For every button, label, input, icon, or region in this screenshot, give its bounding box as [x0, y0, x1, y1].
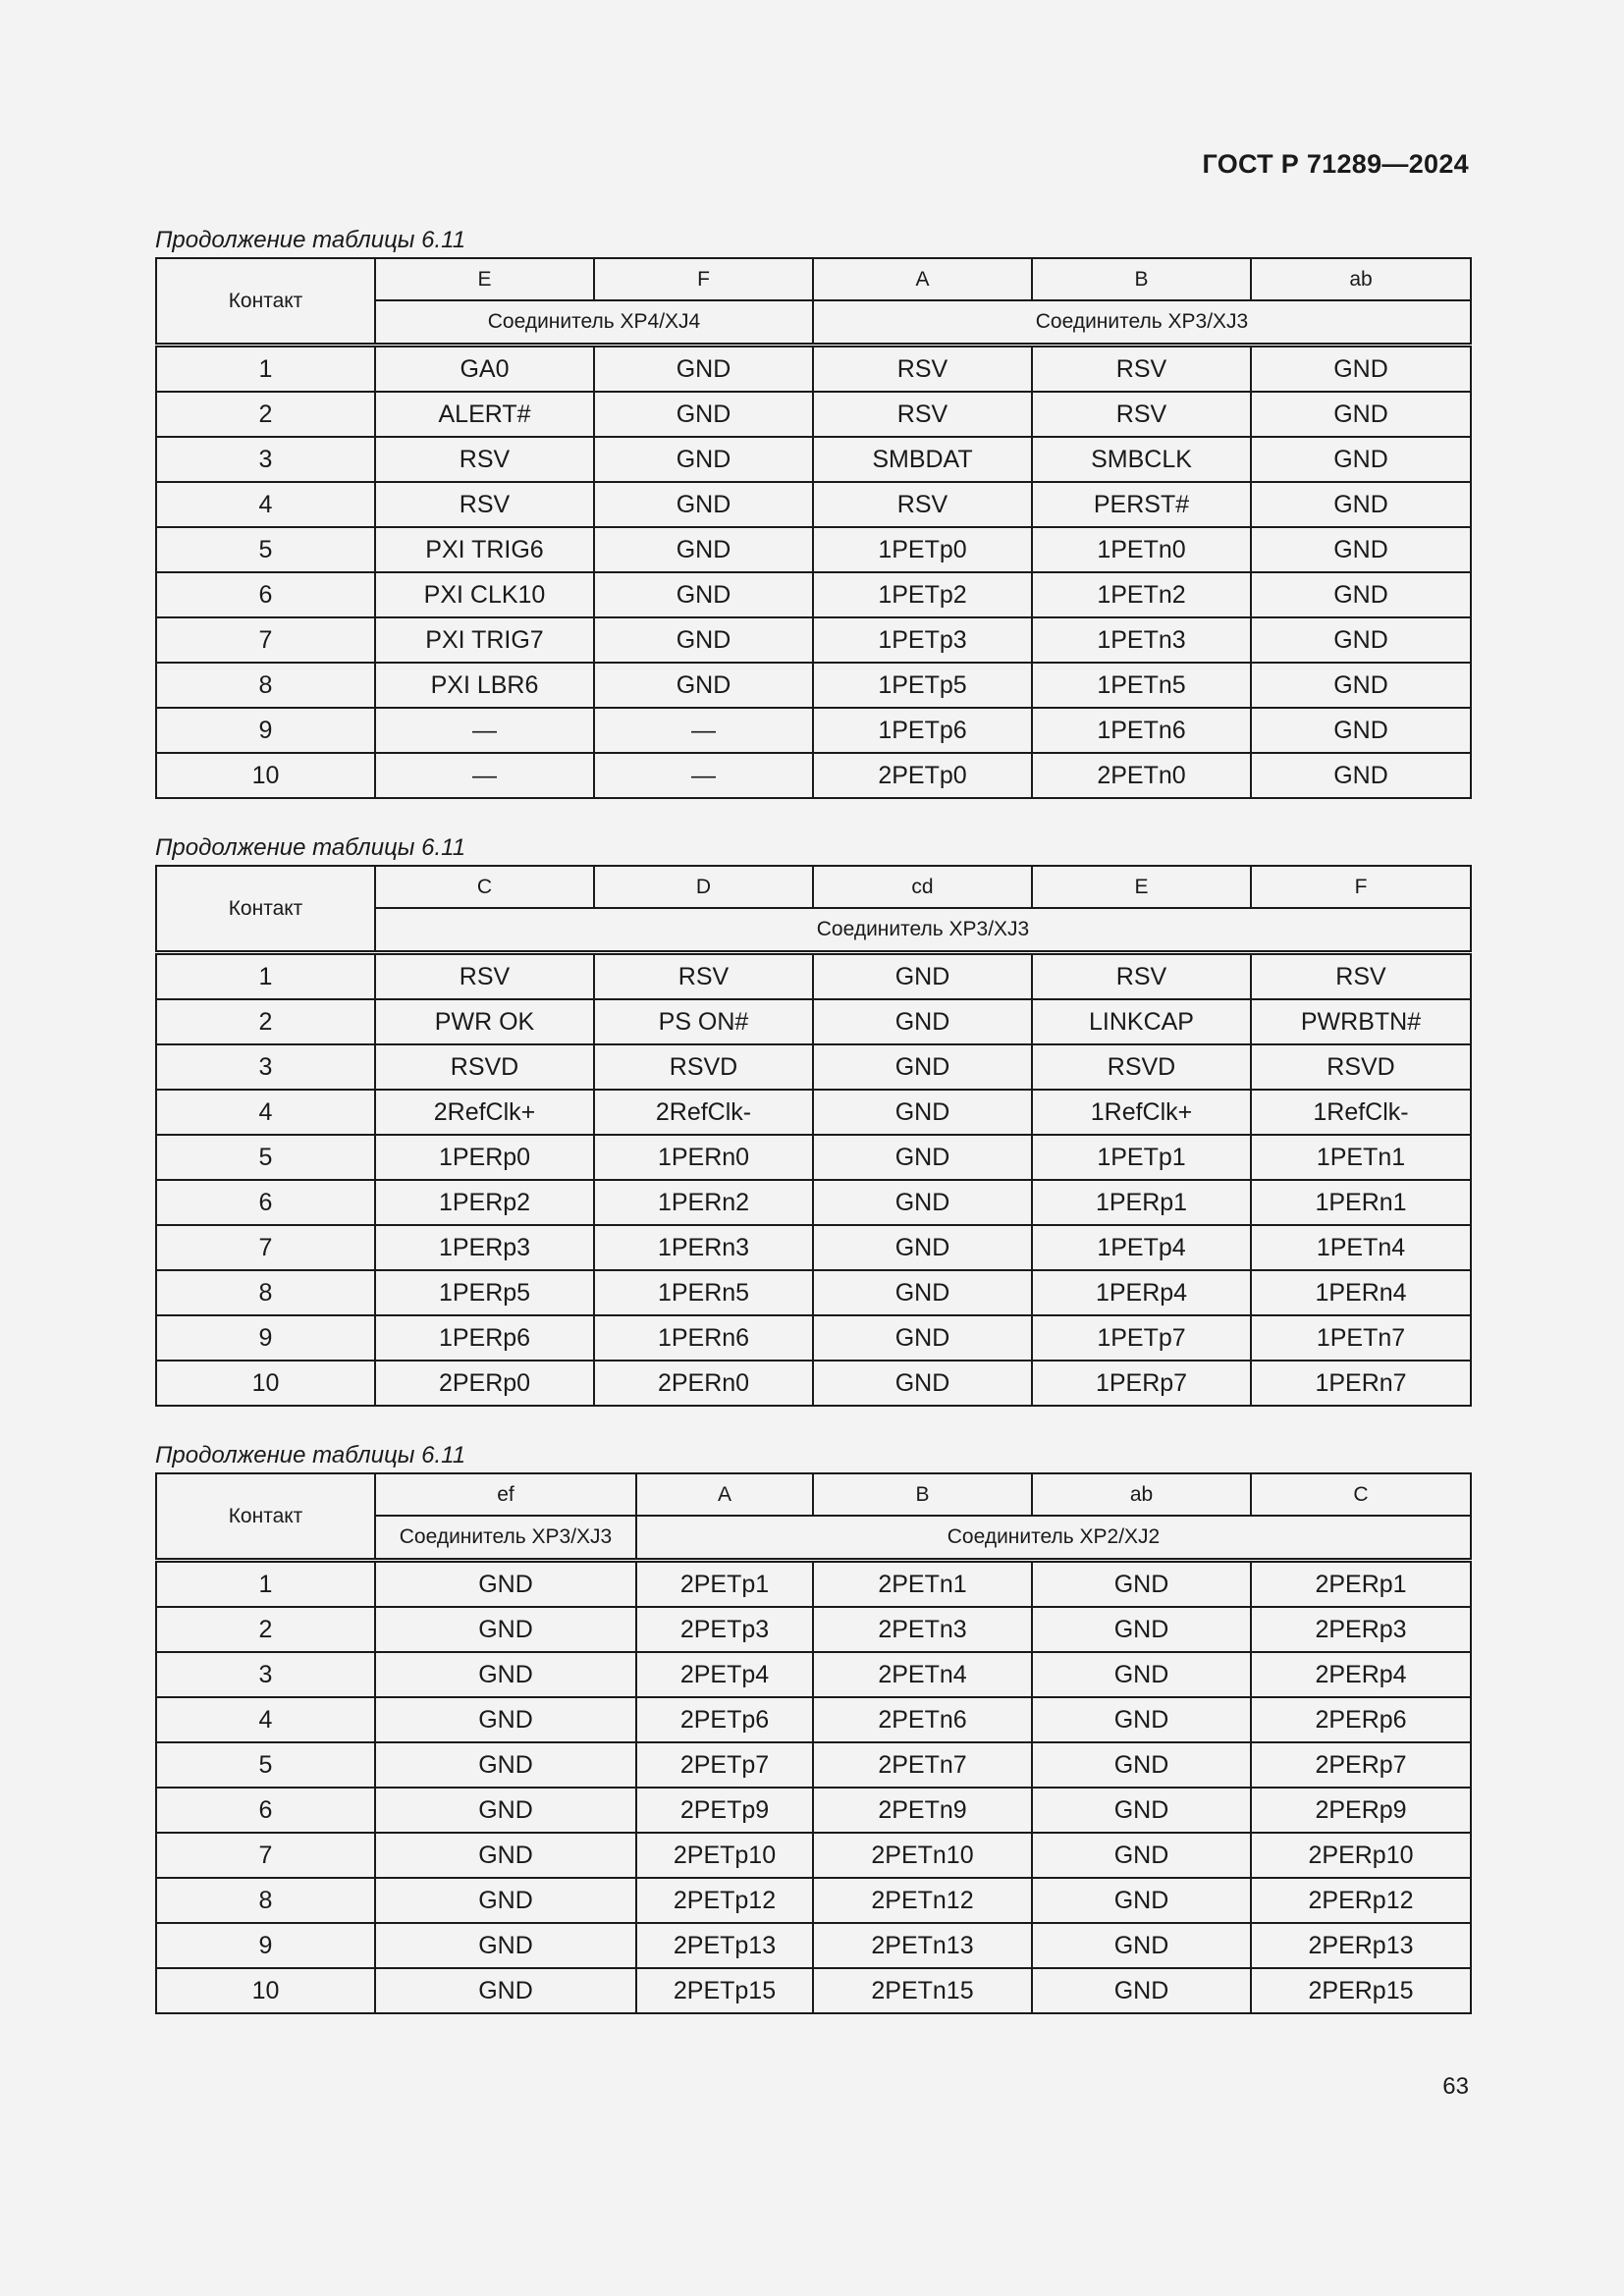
contact-number: 9	[156, 1315, 375, 1361]
signal-cell: RSV	[594, 953, 813, 1000]
signal-cell: 2PERp6	[1251, 1697, 1471, 1742]
contact-number: 7	[156, 1225, 375, 1270]
signal-cell: RSV	[813, 346, 1032, 393]
table-row	[156, 437, 1471, 482]
pinout-table	[155, 1472, 1472, 2014]
signal-cell: 2PERp12	[1251, 1878, 1471, 1923]
document-id: ГОСТ Р 71289—2024	[1202, 149, 1469, 179]
column-letter: E	[375, 258, 594, 300]
signal-cell: 1PERn0	[594, 1135, 813, 1180]
signal-cell: 1PERp2	[375, 1180, 594, 1225]
signal-cell: GND	[1251, 708, 1471, 753]
signal-cell: GND	[1251, 572, 1471, 617]
signal-cell: RSV	[813, 482, 1032, 527]
table-row	[156, 999, 1471, 1044]
signal-cell: 1PERp6	[375, 1315, 594, 1361]
signal-cell: 1PETp6	[813, 708, 1032, 753]
signal-cell: 1RefClk+	[1032, 1090, 1251, 1135]
table-row	[156, 1315, 1471, 1361]
signal-cell: 1PERn4	[1251, 1270, 1471, 1315]
signal-cell: 1PETn1	[1251, 1135, 1471, 1180]
signal-cell: GND	[1251, 663, 1471, 708]
contact-number: 8	[156, 1270, 375, 1315]
signal-cell: GND	[375, 1652, 636, 1697]
signal-cell: 2PETp15	[636, 1968, 813, 2013]
signal-cell: 1PERp4	[1032, 1270, 1251, 1315]
contact-number: 8	[156, 1878, 375, 1923]
signal-cell: 1PERp5	[375, 1270, 594, 1315]
contact-number: 5	[156, 527, 375, 572]
connector-label: Соединитель XP3/XJ3	[375, 908, 1471, 953]
signal-cell: 2PETp0	[813, 753, 1032, 798]
signal-cell: 2PERn0	[594, 1361, 813, 1406]
signal-cell: 1PERp1	[1032, 1180, 1251, 1225]
contact-number: 3	[156, 1044, 375, 1090]
signal-cell: 1PETp7	[1032, 1315, 1251, 1361]
signal-cell: 2PETn9	[813, 1788, 1032, 1833]
signal-cell: 2PERp15	[1251, 1968, 1471, 2013]
signal-cell: 2PETp10	[636, 1833, 813, 1878]
signal-cell: 2PETp13	[636, 1923, 813, 1968]
signal-cell: RSV	[375, 437, 594, 482]
signal-cell: GND	[1032, 1697, 1251, 1742]
signal-cell: PS ON#	[594, 999, 813, 1044]
table-row	[156, 482, 1471, 527]
signal-cell: GND	[375, 1968, 636, 2013]
table-row	[156, 1135, 1471, 1180]
signal-cell: ALERT#	[375, 392, 594, 437]
table-row	[156, 1561, 1471, 1608]
signal-cell: 2PETn15	[813, 1968, 1032, 2013]
contact-number: 3	[156, 437, 375, 482]
signal-cell: SMBCLK	[1032, 437, 1251, 482]
signal-cell: 2PETp1	[636, 1561, 813, 1608]
signal-cell: GND	[375, 1742, 636, 1788]
signal-cell: RSV	[1032, 392, 1251, 437]
signal-cell: RSV	[1032, 953, 1251, 1000]
signal-cell: 2PETn1	[813, 1561, 1032, 1608]
signal-cell: GND	[1032, 1968, 1251, 2013]
signal-cell: GND	[375, 1833, 636, 1878]
table-row	[156, 1044, 1471, 1090]
contact-number: 8	[156, 663, 375, 708]
page-number: 63	[1442, 2073, 1469, 2100]
table-row	[156, 1225, 1471, 1270]
column-letter: E	[1032, 866, 1251, 908]
signal-cell: GND	[375, 1788, 636, 1833]
column-letter: A	[813, 258, 1032, 300]
signal-cell: 1PERp0	[375, 1135, 594, 1180]
signal-cell: 2PETn3	[813, 1607, 1032, 1652]
table-row	[156, 1833, 1471, 1878]
table-row	[156, 527, 1471, 572]
signal-cell: 1PETn0	[1032, 527, 1251, 572]
table-row	[156, 346, 1471, 393]
contact-number: 1	[156, 346, 375, 393]
table-block-1	[155, 224, 1470, 799]
signal-cell: GND	[594, 392, 813, 437]
signal-cell: RSVD	[375, 1044, 594, 1090]
signal-cell: PXI CLK10	[375, 572, 594, 617]
connector-label: Соединитель XP2/XJ2	[636, 1516, 1471, 1561]
signal-cell: GND	[1032, 1607, 1251, 1652]
signal-cell: 2PETp7	[636, 1742, 813, 1788]
contact-number: 7	[156, 617, 375, 663]
signal-cell: 1PERn1	[1251, 1180, 1471, 1225]
signal-cell: 1PETn5	[1032, 663, 1251, 708]
signal-cell: 2PERp3	[1251, 1607, 1471, 1652]
signal-cell: 1PETp3	[813, 617, 1032, 663]
signal-cell: GND	[1032, 1878, 1251, 1923]
contact-column-header: Контакт	[156, 866, 375, 953]
signal-cell: PXI TRIG7	[375, 617, 594, 663]
signal-cell: SMBDAT	[813, 437, 1032, 482]
signal-cell: 2PETn10	[813, 1833, 1032, 1878]
signal-cell: GND	[1032, 1788, 1251, 1833]
signal-cell: GND	[813, 1135, 1032, 1180]
contact-number: 1	[156, 1561, 375, 1608]
contact-number: 10	[156, 753, 375, 798]
signal-cell: GND	[1251, 617, 1471, 663]
signal-cell: RSVD	[1032, 1044, 1251, 1090]
signal-cell: RSV	[1032, 346, 1251, 393]
contact-number: 10	[156, 1968, 375, 2013]
signal-cell: GND	[813, 1270, 1032, 1315]
table-row	[156, 1878, 1471, 1923]
signal-cell: —	[594, 708, 813, 753]
signal-cell: GND	[594, 437, 813, 482]
signal-cell: 2PETn4	[813, 1652, 1032, 1697]
signal-cell: GND	[594, 572, 813, 617]
contact-number: 4	[156, 1697, 375, 1742]
connector-label: Соединитель XP3/XJ3	[813, 300, 1471, 346]
signal-cell: 1PERn2	[594, 1180, 813, 1225]
table-row	[156, 1361, 1471, 1406]
column-letter: F	[1251, 866, 1471, 908]
table-block-2	[155, 831, 1470, 1407]
signal-cell: GND	[594, 346, 813, 393]
column-letter: B	[813, 1473, 1032, 1516]
signal-cell: PWR OK	[375, 999, 594, 1044]
signal-cell: RSV	[813, 392, 1032, 437]
signal-cell: 1PERn5	[594, 1270, 813, 1315]
table-row	[156, 1180, 1471, 1225]
contact-number: 7	[156, 1833, 375, 1878]
contact-number: 6	[156, 1180, 375, 1225]
signal-cell: GND	[1251, 392, 1471, 437]
signal-cell: 1PERp7	[1032, 1361, 1251, 1406]
connector-label: Соединитель XP3/XJ3	[375, 1516, 636, 1561]
table-row	[156, 753, 1471, 798]
header-row	[156, 866, 1471, 908]
signal-cell: 1PETp5	[813, 663, 1032, 708]
signal-cell: GND	[1251, 482, 1471, 527]
column-letter: ef	[375, 1473, 636, 1516]
contact-number: 9	[156, 1923, 375, 1968]
table-row	[156, 1788, 1471, 1833]
signal-cell: RSV	[375, 953, 594, 1000]
signal-cell: 2PETn0	[1032, 753, 1251, 798]
signal-cell: PERST#	[1032, 482, 1251, 527]
signal-cell: 2PETn13	[813, 1923, 1032, 1968]
signal-cell: 1PETp1	[1032, 1135, 1251, 1180]
table-row	[156, 1923, 1471, 1968]
signal-cell: 1PETn4	[1251, 1225, 1471, 1270]
column-letter: ab	[1032, 1473, 1251, 1516]
signal-cell: 2PERp9	[1251, 1788, 1471, 1833]
signal-cell: 2PETn7	[813, 1742, 1032, 1788]
signal-cell: LINKCAP	[1032, 999, 1251, 1044]
signal-cell: 2PETn12	[813, 1878, 1032, 1923]
contact-number: 5	[156, 1135, 375, 1180]
column-letter: ab	[1251, 258, 1471, 300]
table-caption: Продолжение таблицы 6.11	[155, 1442, 466, 1468]
signal-cell: 1PETn2	[1032, 572, 1251, 617]
signal-cell: GND	[375, 1878, 636, 1923]
signal-cell: 1PETn3	[1032, 617, 1251, 663]
signal-cell: 1PETp2	[813, 572, 1032, 617]
pinout-table	[155, 257, 1472, 799]
column-letter: C	[1251, 1473, 1471, 1516]
signal-cell: 2PETp12	[636, 1878, 813, 1923]
signal-cell: GND	[375, 1697, 636, 1742]
signal-cell: 2PERp10	[1251, 1833, 1471, 1878]
table-row	[156, 663, 1471, 708]
signal-cell: 1PERp3	[375, 1225, 594, 1270]
signal-cell: 2RefClk+	[375, 1090, 594, 1135]
signal-cell: GND	[813, 999, 1032, 1044]
contact-number: 2	[156, 392, 375, 437]
contact-number: 10	[156, 1361, 375, 1406]
signal-cell: GND	[375, 1923, 636, 1968]
column-letter: C	[375, 866, 594, 908]
table-row	[156, 1270, 1471, 1315]
contact-number: 2	[156, 1607, 375, 1652]
signal-cell: GND	[375, 1607, 636, 1652]
contact-number: 4	[156, 1090, 375, 1135]
table-row	[156, 617, 1471, 663]
signal-cell: 2PERp0	[375, 1361, 594, 1406]
signal-cell: 1PETp4	[1032, 1225, 1251, 1270]
contact-number: 5	[156, 1742, 375, 1788]
signal-cell: GND	[375, 1561, 636, 1608]
signal-cell: 2RefClk-	[594, 1090, 813, 1135]
signal-cell: GND	[813, 1090, 1032, 1135]
signal-cell: GND	[813, 1315, 1032, 1361]
contact-number: 4	[156, 482, 375, 527]
signal-cell: PXI TRIG6	[375, 527, 594, 572]
table-row	[156, 1090, 1471, 1135]
column-letter: cd	[813, 866, 1032, 908]
contact-number: 9	[156, 708, 375, 753]
header-row	[156, 1473, 1471, 1516]
signal-cell: 2PETp3	[636, 1607, 813, 1652]
signal-cell: GND	[1251, 527, 1471, 572]
column-letter: B	[1032, 258, 1251, 300]
table-caption: Продолжение таблицы 6.11	[155, 834, 466, 861]
table-row	[156, 1697, 1471, 1742]
signal-cell: 2PERp4	[1251, 1652, 1471, 1697]
contact-number: 1	[156, 953, 375, 1000]
contact-number: 6	[156, 572, 375, 617]
signal-cell: 2PETp4	[636, 1652, 813, 1697]
signal-cell: 1PERn6	[594, 1315, 813, 1361]
table-row	[156, 1652, 1471, 1697]
signal-cell: PWRBTN#	[1251, 999, 1471, 1044]
contact-number: 6	[156, 1788, 375, 1833]
signal-cell: —	[375, 753, 594, 798]
signal-cell: GND	[1032, 1561, 1251, 1608]
signal-cell: GND	[1032, 1833, 1251, 1878]
signal-cell: RSVD	[1251, 1044, 1471, 1090]
table-row	[156, 1968, 1471, 2013]
signal-cell: 1RefClk-	[1251, 1090, 1471, 1135]
contact-column-header: Контакт	[156, 258, 375, 346]
signal-cell: RSV	[375, 482, 594, 527]
signal-cell: GND	[1251, 753, 1471, 798]
table-block-3	[155, 1439, 1470, 2014]
signal-cell: 2PETp9	[636, 1788, 813, 1833]
connector-label: Соединитель XP4/XJ4	[375, 300, 813, 346]
signal-cell: GND	[1032, 1652, 1251, 1697]
signal-cell: GND	[813, 1044, 1032, 1090]
signal-cell: GND	[594, 527, 813, 572]
pinout-table	[155, 865, 1472, 1407]
contact-number: 2	[156, 999, 375, 1044]
signal-cell: PXI LBR6	[375, 663, 594, 708]
signal-cell: GND	[1251, 346, 1471, 393]
header-row	[156, 258, 1471, 300]
table-row	[156, 708, 1471, 753]
signal-cell: 2PERp1	[1251, 1561, 1471, 1608]
column-letter: A	[636, 1473, 813, 1516]
signal-cell: GND	[813, 1361, 1032, 1406]
signal-cell: GND	[813, 1225, 1032, 1270]
signal-cell: —	[594, 753, 813, 798]
signal-cell: RSVD	[594, 1044, 813, 1090]
signal-cell: 1PETn7	[1251, 1315, 1471, 1361]
signal-cell: 2PETn6	[813, 1697, 1032, 1742]
signal-cell: 1PERn3	[594, 1225, 813, 1270]
signal-cell: GND	[1032, 1923, 1251, 1968]
signal-cell: GA0	[375, 346, 594, 393]
signal-cell: GND	[1032, 1742, 1251, 1788]
table-row	[156, 953, 1471, 1000]
signal-cell: GND	[1251, 437, 1471, 482]
signal-cell: GND	[594, 617, 813, 663]
column-letter: F	[594, 258, 813, 300]
signal-cell: GND	[813, 1180, 1032, 1225]
table-row	[156, 1607, 1471, 1652]
table-row	[156, 1742, 1471, 1788]
signal-cell: 1PETn6	[1032, 708, 1251, 753]
signal-cell: GND	[813, 953, 1032, 1000]
signal-cell: RSV	[1251, 953, 1471, 1000]
signal-cell: —	[375, 708, 594, 753]
signal-cell: 2PERp13	[1251, 1923, 1471, 1968]
signal-cell: GND	[594, 663, 813, 708]
contact-number: 3	[156, 1652, 375, 1697]
signal-cell: 1PETp0	[813, 527, 1032, 572]
signal-cell: 2PETp6	[636, 1697, 813, 1742]
table-caption: Продолжение таблицы 6.11	[155, 227, 466, 253]
signal-cell: GND	[594, 482, 813, 527]
contact-column-header: Контакт	[156, 1473, 375, 1561]
table-row	[156, 392, 1471, 437]
signal-cell: 1PERn7	[1251, 1361, 1471, 1406]
table-row	[156, 572, 1471, 617]
signal-cell: 2PERp7	[1251, 1742, 1471, 1788]
column-letter: D	[594, 866, 813, 908]
